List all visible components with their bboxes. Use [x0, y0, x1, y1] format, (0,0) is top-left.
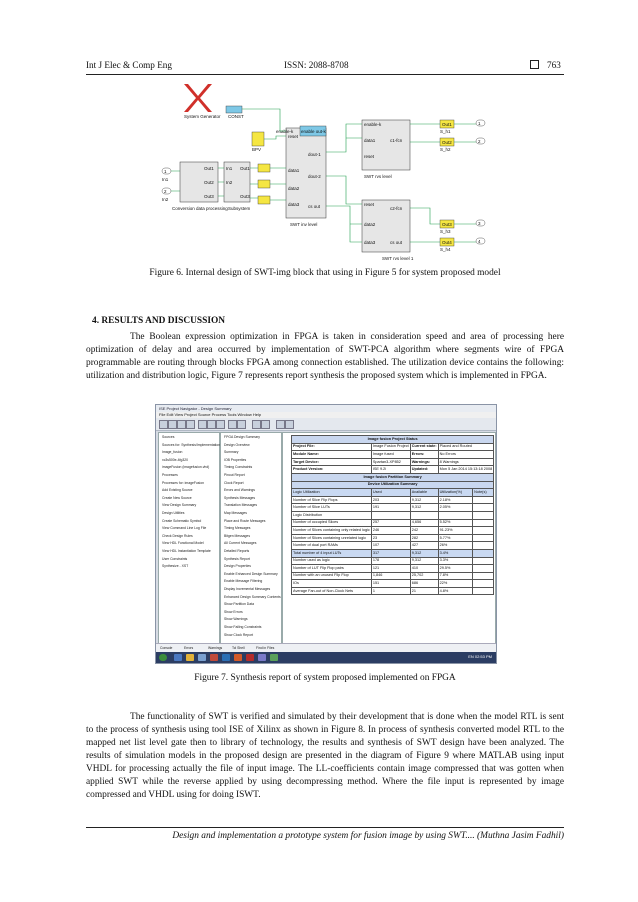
report-section-title: Image fusion Project Status	[292, 436, 494, 444]
report-cell	[473, 527, 494, 535]
summary-tree-item[interactable]: All Current Messages	[224, 541, 257, 546]
word-icon	[222, 654, 230, 661]
report-cell: 246	[371, 527, 410, 535]
sub-out1: Out1	[240, 166, 250, 171]
report-cell: Note(s)	[473, 489, 494, 497]
report-row	[292, 436, 494, 444]
rvs-lo-data2: data2	[364, 222, 376, 227]
cut-icon	[198, 420, 207, 429]
gateway-3	[258, 196, 270, 204]
sources-tree-item[interactable]: View HDL Instantiation Template	[162, 549, 211, 553]
report-cell: Number of Slices containing unrelated logic	[292, 534, 372, 542]
enable-out-k: enable out-k	[301, 129, 326, 134]
summary-tree-item[interactable]: Place and Route Messages	[224, 518, 266, 523]
s-h1: S_h1	[440, 129, 451, 134]
report-cell: 427	[410, 542, 438, 550]
in2-label: In2	[162, 197, 169, 202]
report-cell: 9,312	[410, 496, 438, 504]
rvs-up-label: SWT rvs level	[364, 174, 392, 179]
report-row	[292, 496, 494, 504]
sources-tree-item[interactable]: Sources	[162, 435, 175, 439]
windows-taskbar	[156, 652, 496, 663]
sources-tree-item[interactable]: Create New Source	[162, 495, 192, 500]
console-tab[interactable]: Tcl Shell	[232, 646, 245, 650]
report-cell: IOs	[292, 580, 372, 588]
rvs-lo-cs-out: cs out	[390, 240, 403, 245]
project-cell: Target Device:	[292, 458, 372, 466]
report-cell: 26%	[438, 542, 473, 550]
conv-out1: Out1	[204, 166, 214, 171]
report-cell: Logic Utilization	[292, 489, 372, 497]
enable-k-left: enable-k	[276, 129, 294, 134]
project-cell: Image fused	[371, 451, 410, 459]
report-cell: 121	[371, 565, 410, 573]
project-cell: Project File:	[292, 443, 372, 451]
report-cell: Logic Distribution	[292, 511, 372, 519]
report-cell	[473, 549, 494, 557]
pdf-icon	[246, 654, 254, 661]
report-cell	[473, 557, 494, 565]
rvs-up-data1: data1	[364, 138, 376, 143]
synthesis-report	[282, 432, 496, 644]
sources-tree-item[interactable]: Design Utilities	[162, 511, 185, 515]
in2-num: 2	[164, 189, 167, 194]
figure7-caption: Figure 7. Synthesis report of system proposed implemented on FPGA	[194, 673, 456, 683]
sources-pane	[158, 432, 220, 644]
report-row	[292, 489, 494, 497]
project-cell: Warnings:	[410, 458, 438, 466]
project-row	[292, 466, 494, 474]
report-cell: 191	[371, 504, 410, 512]
section-heading: 4. RESULTS AND DISCUSSION	[92, 316, 226, 326]
report-cell	[473, 587, 494, 595]
report-cell: 5.52%	[438, 519, 473, 527]
report-cell	[473, 580, 494, 588]
ie-icon	[174, 654, 182, 661]
issn: ISSN: 2088-8708	[284, 60, 349, 70]
report-cell	[473, 504, 494, 512]
app-icon-1	[198, 654, 206, 661]
ise-toolbar	[156, 418, 496, 431]
copy-icon	[207, 420, 216, 429]
bpv-block	[252, 132, 264, 146]
sources-tree-item[interactable]: Check Design Rules	[162, 533, 193, 538]
system-generator-label: System Generator	[184, 114, 221, 119]
zoom-icon	[285, 420, 294, 429]
report-cell	[473, 542, 494, 550]
report-cell: Number used as logic	[292, 557, 372, 565]
report-row	[292, 572, 494, 580]
gateway-2	[258, 180, 270, 188]
sources-tree-item[interactable]: View Command Line Log File	[162, 526, 207, 531]
out-port-4-num: 4	[478, 239, 481, 244]
journal-name: Int J Elec & Comp Eng	[86, 60, 172, 70]
taskbar-clock: EN 02:53 PM	[468, 654, 492, 659]
report-cell: Available	[410, 489, 438, 497]
summary-tree-item[interactable]: Enable Enhanced Design Summary	[224, 571, 278, 576]
report-row	[292, 557, 494, 565]
sources-tree-item[interactable]: Sources for: Synthesis/Implementation	[162, 442, 221, 447]
report-cell: 282	[410, 534, 438, 542]
project-row	[292, 451, 494, 459]
report-cell	[371, 511, 410, 519]
console-tab[interactable]: Warnings	[208, 646, 223, 650]
report-row	[292, 565, 494, 573]
console-tab[interactable]: Errors	[184, 646, 194, 650]
project-cell: 8 Warnings	[438, 458, 494, 466]
app-icon-2	[210, 654, 218, 661]
project-cell: No Errors	[438, 451, 494, 459]
report-cell: 91.23%	[438, 527, 473, 535]
report-cell	[410, 511, 438, 519]
report-row	[292, 473, 494, 481]
out-port-2-num: 2	[478, 139, 481, 144]
report-cell: 1	[371, 587, 410, 595]
search-icon	[276, 420, 285, 429]
results-paragraph: The Boolean expression optimization in FPGA is taken in consideration speed and area of processing here optimization of delay and area occurred by implementation of SWT-PCA algorithm where segments wire of FPGA programmable are routing through blocks FPGA among connection established. The utilization device contains the following: utilization and distribution logic, Figure 7 represents report synthesis the proposed system which is implemented in FPGA.	[86, 332, 564, 381]
sources-tree-item[interactable]: User Constraints	[162, 556, 188, 561]
swt-rvs-upper	[362, 120, 410, 170]
summary-tree-item[interactable]: Timing Messages	[224, 526, 251, 531]
report-cell: 4.8%	[438, 587, 473, 595]
swt-data2: data2	[288, 186, 300, 191]
summary-tree-item[interactable]: Errors and Warnings	[224, 488, 255, 493]
summary-tree-item[interactable]: Detailed Reports	[224, 549, 250, 553]
summary-tree-item[interactable]: Clock Report	[224, 480, 244, 485]
report-cell: 29.5%	[438, 565, 473, 573]
report-cell: 317	[371, 549, 410, 557]
report-cell: 686	[410, 580, 438, 588]
report-cell: Used	[371, 489, 410, 497]
gw-out2-label: Out2	[442, 140, 452, 145]
summary-tree-item[interactable]: IOB Properties	[224, 457, 247, 462]
report-cell: 5.77%	[438, 534, 473, 542]
report-cell: 410	[410, 565, 438, 573]
report-cell: 257	[371, 519, 410, 527]
report-cell	[473, 572, 494, 580]
design-summary-tree	[220, 432, 282, 644]
report-cell: 22%	[438, 580, 473, 588]
ise-menu-bar: File Edit View Project Source Process Tools Window Help	[156, 412, 497, 418]
sources-tree-item[interactable]: Synthesize - XST	[162, 564, 189, 569]
sub-in2: In2	[226, 180, 233, 185]
swt-data3: data3	[288, 202, 300, 207]
console-tab[interactable]: Find in Files	[256, 646, 275, 650]
report-cell: 23	[371, 534, 410, 542]
report-cell	[473, 511, 494, 519]
summary-tree-item[interactable]: Show Errors	[224, 609, 243, 614]
report-row	[292, 542, 494, 550]
report-cell: Utilization(%)	[438, 489, 473, 497]
rvs-up-enable: enable-k	[364, 122, 382, 127]
const-label: CONST	[228, 114, 244, 119]
summary-tree-item[interactable]: Synthesis Messages	[224, 495, 256, 500]
summary-tree-item[interactable]: Design Overview	[224, 442, 250, 447]
summary-tree-item[interactable]: Pinout Report	[224, 473, 245, 477]
report-cell: Average Fan-out of Non-Clock Nets	[292, 587, 372, 595]
paste-icon	[216, 420, 225, 429]
conv-out2: Out2	[204, 180, 214, 185]
report-cell: 107	[371, 542, 410, 550]
swt-reset: reset	[288, 134, 299, 139]
ise-title-bar: ISE Project Navigator - Design Summary	[156, 405, 497, 412]
report-section-title: Image fusion Partition Summary	[292, 473, 494, 481]
report-cell: 9,312	[410, 504, 438, 512]
sources-tree-item[interactable]: Add Existing Source	[162, 488, 193, 493]
project-cell: Mon 5 Jan 2014 15:13:18 2008	[438, 466, 494, 474]
sources-tree-item[interactable]: View Design Summary	[162, 503, 197, 508]
report-cell: 25,702	[410, 572, 438, 580]
report-cell: 21	[410, 587, 438, 595]
app-icon-3	[258, 654, 266, 661]
out-port-1-num: 1	[478, 121, 481, 126]
report-row	[292, 504, 494, 512]
swt-data1: data1	[288, 168, 300, 173]
report-cell: 2.18%	[438, 496, 473, 504]
summary-tree-item[interactable]: Summary	[224, 450, 239, 455]
report-cell: 151	[371, 580, 410, 588]
report-cell: 3.4%	[438, 549, 473, 557]
console-tabs	[156, 643, 496, 652]
report-table	[291, 435, 494, 595]
in1-label: In1	[162, 177, 169, 182]
report-cell: 203	[371, 496, 410, 504]
console-tab[interactable]: Console	[160, 646, 173, 650]
project-row	[292, 458, 494, 466]
run-icon	[252, 420, 261, 429]
figure6-caption: Figure 6. Internal design of SWT-img block that using in Figure 5 for system proposed model	[149, 268, 501, 278]
in1-num: 1	[164, 169, 167, 174]
sources-tree-item[interactable]: Create Schematic Symbol	[162, 518, 202, 523]
report-cell: Number of Slices containing only related logic	[292, 527, 372, 535]
report-cell	[438, 511, 473, 519]
folder-icon	[186, 654, 194, 661]
summary-tree-item[interactable]: Bitgen Messages	[224, 533, 251, 538]
summary-tree-item[interactable]: Enable Message Filtering	[224, 579, 263, 584]
s-h4: S_h4	[440, 247, 451, 252]
sources-tree-item[interactable]: Processes for: imageFusion	[162, 480, 205, 485]
rvs-up-reset: reset	[364, 154, 375, 159]
project-cell: Module Name:	[292, 451, 372, 459]
report-cell: 4,656	[410, 519, 438, 527]
summary-tree-item[interactable]: Timing Constraints	[224, 465, 253, 470]
page-number-group	[530, 60, 561, 70]
open-icon	[168, 420, 177, 429]
sub-out3: Out3	[240, 194, 250, 199]
report-row	[292, 481, 494, 489]
start-icon	[159, 654, 167, 661]
project-cell: Spartan3-XP852	[371, 458, 410, 466]
bpv-label: BPV	[252, 147, 262, 152]
report-cell: 242	[410, 527, 438, 535]
summary-tree-item[interactable]: Show Failing Constraints	[224, 625, 262, 629]
report-cell	[473, 519, 494, 527]
app-icon-4	[270, 654, 278, 661]
rvs-lo-label: SWT rvs level 1	[382, 256, 414, 261]
swt-dout2: dout-2	[308, 174, 321, 179]
swt-inv-level-label: SWT inv level	[290, 222, 318, 227]
report-cell: Number of Slice Flip Flops	[292, 496, 372, 504]
rvs-lo-reset: reset	[364, 202, 375, 207]
conversion-label: Conversion data processing	[172, 206, 228, 211]
print-icon	[186, 420, 195, 429]
report-row	[292, 519, 494, 527]
summary-tree-item[interactable]: Show Partition Data	[224, 602, 254, 607]
report-row	[292, 511, 494, 519]
sources-tree-item[interactable]: Image_fusion	[162, 450, 183, 455]
report-cell: Number of Slice LUTs	[292, 504, 372, 512]
summary-tree-item[interactable]: Enhanced Design Summary Contents	[224, 594, 281, 599]
checkbox-icon	[530, 60, 539, 69]
report-cell: 9,312	[410, 549, 438, 557]
report-cell	[473, 565, 494, 573]
figure6-diagram	[150, 80, 500, 266]
functionality-paragraph: The functionality of SWT is verified and simulated by their development that is done when the model RTL is sent to the process of synthesis using tool ISE of Xilinx as shown in Figure 8. In process of synthesis converted model RTL to the mapped net list level gate then to library of technology, the results and synthesis of SWT design have been analyzed. The results of simulation models in the proposed design are presented in the diagram of Figure 9 where MATLAB using input VHDL for processing actually the file of input image. The LL-coefficients contain image compressed that was gotten when applied SWT while the reverse applied by using decompressing method. Where the file input is represented by image compressed and VHDL using for doing ISWT.	[86, 712, 564, 800]
summary-tree-item[interactable]: Map Messages	[224, 511, 247, 515]
sub-in1: In1	[226, 166, 233, 171]
stop-icon	[261, 420, 270, 429]
report-row	[292, 549, 494, 557]
report-cell: 3.3%	[438, 557, 473, 565]
out-port-3-num: 3	[478, 221, 481, 226]
const-block	[226, 106, 242, 113]
summary-tree-item[interactable]: Display Incremental Messages	[224, 587, 271, 591]
report-cell: Number with an unused Flip Flop	[292, 572, 372, 580]
report-cell: 7.8%	[438, 572, 473, 580]
report-row	[292, 580, 494, 588]
page-number: 763	[547, 60, 561, 70]
project-cell: Errors:	[410, 451, 438, 459]
sources-tree-item[interactable]: Processes	[162, 473, 178, 477]
project-row	[292, 443, 494, 451]
rvs-lo-data3: data3	[364, 240, 376, 245]
report-cell: Total number of 4 input LUTs	[292, 549, 372, 557]
report-cell: 2.05%	[438, 504, 473, 512]
swt-cs-out: cs out	[308, 204, 321, 209]
footer-citation: Design and implementation a prototype system for fusion image by using SWT.... (Muthna Jasim Fadhil)	[172, 831, 564, 841]
rvs-lo-c2: c2-fcn	[390, 206, 403, 211]
xilinx-logo	[184, 84, 221, 119]
footer-rule	[86, 827, 564, 828]
report-row	[292, 587, 494, 595]
rvs-up-c1: c1-fcn	[390, 138, 403, 143]
gw-out4-label: Out4	[442, 240, 452, 245]
summary-tree-item[interactable]: Translation Messages	[224, 503, 258, 508]
save-icon	[177, 420, 186, 429]
gw-out1-label: Out1	[442, 122, 452, 127]
project-cell: Current state:	[410, 443, 438, 451]
report-cell	[473, 534, 494, 542]
s-h3: S_h3	[440, 229, 451, 234]
summary-tree-item[interactable]: Design Properties	[224, 564, 251, 569]
new-file-icon	[159, 420, 168, 429]
swt-dout1: dout-1	[308, 152, 321, 157]
project-cell: Image Fusion Project	[371, 443, 410, 451]
summary-tree-item[interactable]: Show Warnings	[224, 617, 248, 622]
undo-icon	[228, 420, 237, 429]
redo-icon	[237, 420, 246, 429]
sources-tree-item[interactable]: imageFusion (imagefusion.vhd)	[162, 465, 210, 470]
project-cell: Product Version:	[292, 466, 372, 474]
ppt-icon	[234, 654, 242, 661]
report-row	[292, 534, 494, 542]
sources-tree-item[interactable]: View HDL Functional Model	[162, 541, 204, 546]
report-cell: Number of dual port RAMs	[292, 542, 372, 550]
report-row	[292, 527, 494, 535]
report-section-title: Device Utilization Summary	[292, 481, 494, 489]
summary-tree-item[interactable]: Synthesis Report	[224, 556, 250, 561]
project-cell: Updated:	[410, 466, 438, 474]
project-cell: ISE 9.2i	[371, 466, 410, 474]
report-cell	[473, 496, 494, 504]
summary-tree-item[interactable]: Show Clock Report	[224, 632, 254, 637]
report-cell: Number of occupied Slices	[292, 519, 372, 527]
header-rule	[86, 74, 564, 75]
sources-tree-item[interactable]: xc3s500e-4fg320	[162, 457, 189, 462]
conv-out3: Out3	[204, 194, 214, 199]
project-cell: Placed and Routed	[438, 443, 494, 451]
gw-out3-label: Out3	[442, 222, 452, 227]
summary-tree-item[interactable]: FPGA Design Summary	[224, 435, 260, 439]
subsystem-label: Subsystem	[228, 206, 251, 211]
report-cell: Number of LUT Flip Flop pairs	[292, 565, 372, 573]
s-h2: S_h2	[440, 147, 451, 152]
report-cell: 178	[371, 557, 410, 565]
report-cell: 1,846	[371, 572, 410, 580]
ise-screenshot	[155, 404, 497, 664]
report-cell: 9,312	[410, 557, 438, 565]
gateway-1	[258, 164, 270, 172]
